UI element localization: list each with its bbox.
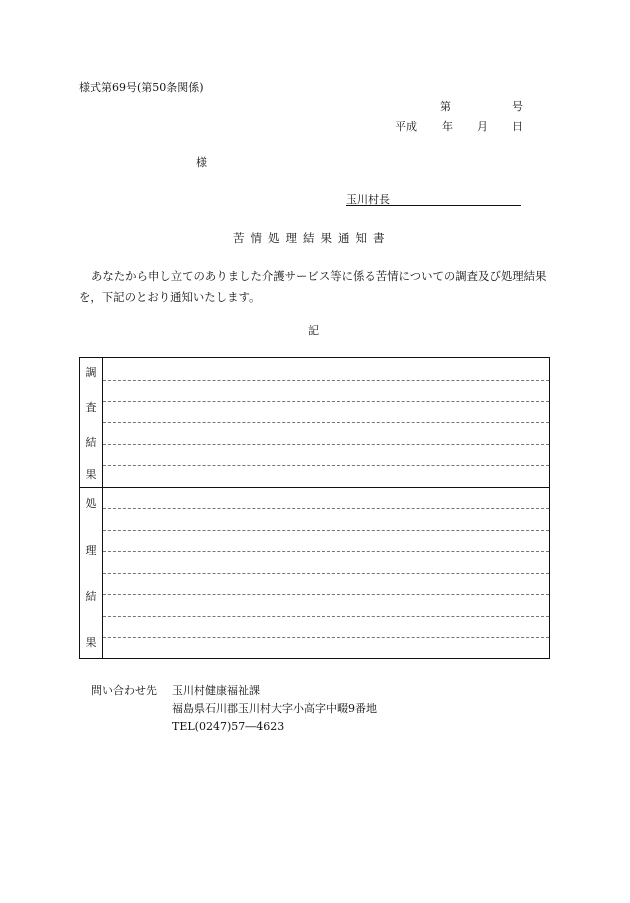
label-char: 処 <box>85 497 97 510</box>
label-char: 結 <box>85 436 97 449</box>
dashed-line <box>103 508 549 509</box>
dashed-line <box>103 401 549 402</box>
label-char: 調 <box>85 366 97 379</box>
dashed-line <box>103 637 549 638</box>
label-char: 査 <box>85 401 97 414</box>
contact-address: 福島県石川郡玉川村大字小高字中畷9番地 <box>172 702 377 715</box>
document-number-suffix: 号 <box>512 100 523 113</box>
processing-result-section <box>80 487 549 658</box>
document-number-prefix: 第 <box>440 100 451 113</box>
date-year: 年 <box>442 120 453 133</box>
label-char: 果 <box>85 468 97 481</box>
dashed-line <box>103 573 549 574</box>
ki-heading: 記 <box>308 324 319 337</box>
dashed-line <box>103 380 549 381</box>
label-char: 果 <box>85 636 97 649</box>
form-number: 様式第69号(第50条関係) <box>79 81 204 94</box>
dashed-line <box>103 530 549 531</box>
date-day: 日 <box>512 120 523 133</box>
dashed-line <box>103 551 549 552</box>
dashed-line <box>103 616 549 617</box>
document-title: 苦情処理結果通知書 <box>233 231 391 245</box>
dashed-line <box>103 465 549 466</box>
investigation-result-section <box>80 358 549 488</box>
processing-result-label <box>80 487 103 658</box>
body-text: あなたから申し立てのありました介護サービス等に係る苦情についての調査及び処理結果を，下記のとおり通知いたします。 <box>79 269 547 304</box>
label-char: 理 <box>85 544 97 557</box>
signature-line <box>346 205 521 206</box>
addressee-honorific: 様 <box>196 156 207 169</box>
investigation-result-label <box>80 358 103 487</box>
contact-department: 玉川村健康福祉課 <box>172 684 260 697</box>
contact-label: 問い合わせ先 <box>91 684 157 697</box>
label-char: 結 <box>85 590 97 603</box>
body-paragraph <box>79 266 551 308</box>
date-era: 平成 <box>395 120 417 133</box>
result-table <box>79 357 550 659</box>
sender-name: 玉川村長 <box>346 193 390 206</box>
date-month: 月 <box>477 120 488 133</box>
dashed-line <box>103 422 549 423</box>
dashed-line <box>103 444 549 445</box>
contact-tel: TEL(0247)57―4623 <box>172 720 285 733</box>
dashed-line <box>103 594 549 595</box>
